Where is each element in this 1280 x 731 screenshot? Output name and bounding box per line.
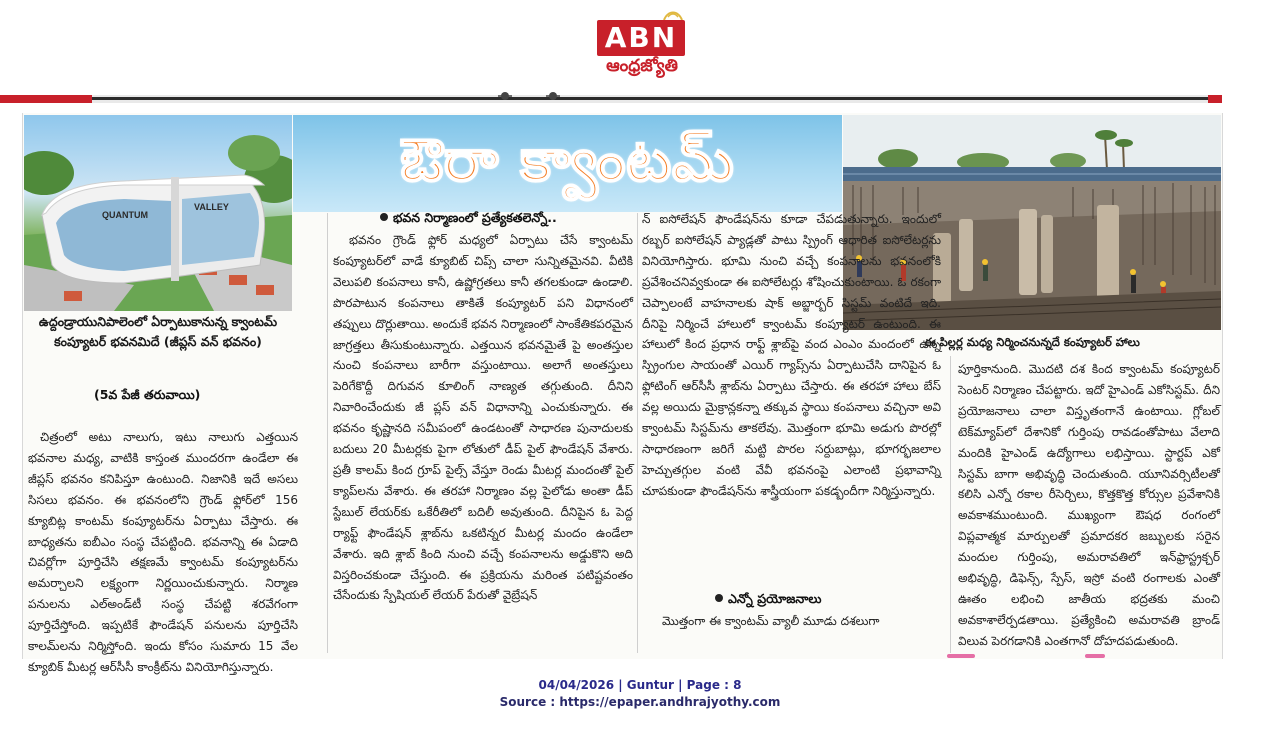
subheading-building bbox=[380, 208, 557, 228]
subheading-benefits bbox=[715, 589, 822, 609]
column-1-paragraph: చిత్రంలో అటు నాలుగు, ఇటు నాలుగు ఎత్తయిన భవనాల మధ్య, వాటికి కాస్తంత ముందరగా ఉండేలా ఈ జీప్లస్ భవనం కనిపిస్తూ ఉంటుంది. నిజానికి ఇదే అసలు సిసలు భవనం. ఈ భవనంలోని గ్రౌండ్ ఫ్లోర్‌లో 156 క్యూబిట్ల కాంటమ్ కంప్యూటర్‌ను ఏర్పాటు చేస్తారు. ఈ బాధ్యతను ఐబీఎం సంస్థ చేపట్టింది. భవనాన్ని ఈ ఏడాది చివర్లోగా పూర్తిచేసి తక్షణమే క్వాంటమ్ కంప్యూటర్‌ను అమర్చాలని లక్ష్యంగా నిర్ణయించుకున్నారు. నిర్మాణ పనులను ఎల్‌అండ్‌టీ సంస్థ చేపట్టి శరవేగంగా పూర్తిచేస్తోంది. ఇప్పటికే ఫౌండేషన్ పనులను పూర్తిచేసి కాలమ్‌లను నిర్మిస్తోంది. ఇందు కోసం సుమారు 15 వేల క్యూబిక్ మీటర్ల ఆర్‌సీసీ కాంక్రీట్‌ను వినియోగిస్తున్నారు. bbox=[28, 430, 298, 674]
column-3-continued-paragraph: మొత్తంగా ఈ క్వాంటమ్ వ్యాలీ మూడు దశలుగా bbox=[662, 614, 880, 628]
column-2-text bbox=[333, 230, 633, 606]
render-caption: ఉద్దండ్రాయునిపాలెంలో ఏర్పాటుకానున్న క్వాంటమ్ కంప్యూటర్ భవనమిదే (జీప్లస్ వన్ భవనం) bbox=[38, 314, 278, 349]
bullet-icon bbox=[380, 213, 388, 221]
column-1-text bbox=[28, 427, 298, 678]
quantum-building-render bbox=[24, 115, 292, 311]
subheading-benefits-text: ఎన్నో ప్రయోజనాలు bbox=[728, 591, 822, 606]
column-3-paragraph: న్ ఐసోలేషన్ ఫౌండేషన్‌ను కూడా చేపడుతున్నారు. ఇందులో రబ్బర్ ఐసోలేషన్ ప్యాడ్లతో పాటు స్ప్రింగ్ ఆధారిత ఐసోలేటర్లను వినియోగిస్తారు. భూమి నుంచి వచ్చే కంపనాలను భవనంలోకి ప్రవేశించనివ్వకుండా ఈ ఐసోలేటర్లు శోషించుకుంటాయి. ఓ రకంగా చెప్పాలంటే వాహనాలకు షాక్ అబ్జార్బర్ సిస్టమ్ వంటిదే ఇది. దీనిపై నిర్మించే హాలులో క్వాంటమ్ కంప్యూటర్ ఉంటుంది. ఈ హాలులో కింద ప్రధాన రాఫ్ట్ శ్లాబ్‌పై వంద ఎంఎం మందంలో ఉన్న స్ప్రింగుల సాయంతో ఎయిర్ గ్యాప్స్‌ను ఏర్పాటుచేసి దానిపైన ఓ ఫ్లోటింగ్ ఆర్‌సీసీ శ్లాబ్‌ను ఏర్పాటు చేస్తారు. ఈ తరహా హాలు బేస్ వల్ల అయిదు మైక్రాన్లకన్నా తక్కువ స్థాయి కంపనాలు వచ్చినా అవి క్వాంటమ్ సిస్టమ్‌ను తాకలేవు. మొత్తంగా భూమి అడుగు పొరల్లో సాధారణంగా జరిగే మట్టి పొరల సర్దుబాట్లు, భూగర్భజలాల హెచ్చుతగ్గుల వంటి వేవీ భవనంపై ఎలాంటి ప్రభావాన్ని చూపకుండా ఫౌండేషన్‌ను శాస్త్రీయంగా పకడ్బందీగా నిర్మిస్తున్నారు. bbox=[642, 212, 941, 498]
bullet-icon bbox=[715, 594, 723, 602]
column-2-paragraph: భవనం గ్రౌండ్ ఫ్లోర్ మధ్యలో ఏర్పాటు చేసే క్వాంటమ్ కంప్యూటర్‌లో వాడే క్యూబిట్ చిప్స్ చాలా సున్నితమైనవి. వీటికి వెలుపలి కంపనాలు కానీ, ఉష్ణోగ్రతలు కానీ తగలకుండా ఉండాలి. పొరపాటున కంపనాలు తాకితే కంప్యూటర్ పని విధానంలో తప్పులు దొర్లుతాయి. అందుకే భవన నిర్మాణంలో సాంకేతికపరమైన జాగ్రత్తలు తీసుకుంటున్నారు. ఎత్తయిన భవనమైతే పై అంతస్తుల నుంచి కంపనాలు బారీగా వస్తుంటాయి. అలాగే అంతస్తులు పెరిగేకొద్దీ దిగువన కూలింగ్ నాణ్యత తగ్గుతుంది. దీనిని నివారించేందుకు జీ ప్లస్ వన్ విధానాన్ని ఎంచుకున్నారు. ఈ భవనం కృష్ణానది సమీపంలో ఉండటంతో సాధారణ పునాదులకు బదులు 20 మీటర్లకు పైగా లోతులో డీప్ పైల్ ఫౌండేషన్ వేశారు. ప్రతీ కాలమ్ కింద గ్రూప్ పైల్స్ వేస్తూ రెండు మీటర్ల మందంతో పైల్ క్యాప్‌లను వేశారు. ఈ తరహా నిర్మాణం వల్ల పైలోడు అంతా డీప్ స్టేబుల్ లేయర్‌కు ఒకేరీతిలో బదిలీ అవుతుంది. దీనిపైన ఓ పెద్ద ర్యాఫ్ట్ ఫౌండేషన్ శ్లాబ్‌ను ఒకటిన్నర మీటర్ల మందం ఉండేలా వేశారు. ఇది శ్లాబ్ కింది నుంచి వచ్చే కంపనాలను అడ్డుకొని అది విస్తరించకుండా చేస్తుంది. ఈ ప్రక్రియను మరింత పటిష్టవంతం చేసేందుకు స్పేషియల్ లేయర్ పేరుతో వైబ్రేషన్ bbox=[333, 233, 633, 603]
masthead-rule-black bbox=[92, 97, 1208, 100]
sign-valley: VALLEY bbox=[194, 202, 229, 212]
column-4-text bbox=[958, 359, 1220, 652]
column-3-text bbox=[642, 209, 941, 502]
column-4-paragraph: పూర్తికానుంది. మొదటి దశ కింద క్వాంటమ్ కంప్యూటర్ సెంటర్ నిర్మాణం చేపట్టారు. ఇదో హైఎండ్ ఎకోసిస్టమ్. దీని ప్రయోజనాలు చాలా విస్తృతంగానే ఉంటాయి. గ్లోబల్ టెక్‌మ్యాప్‌లో దేశానికో గుర్తింపు రావడంతోపాటు వేలాది మందికి హైఎండ్ ఉద్యోగాలు లభిస్తాయి. స్టార్టప్ ఎకో సిస్టమ్ బాగా అభివృద్ధి చెందుతుంది. యూనివర్సిటీలతో కలిసి ఎన్నో రకాల రీసెర్చిలు, కొత్తకొత్త కోర్సుల ప్రవేశానికి అవకాశముంటుంది. ముఖ్యంగా ఔషధ రంగంలో విప్లవాత్మక మార్పులతో ప్రమాదకర జబ్బులకు సరైన మందుల గుర్తింపు, అమరావతిలో ఇన్‌ఫ్రాస్ట్రక్చర్ అభివృద్ధి, డిఫెన్స్, స్పేస్, ఇస్రో వంటి రంగాలకు ఎంతో ఊతం లభించి జాతీయ భద్రతకు మంచి అవకాశాలేర్పడతాయి. ప్రత్యేకించి అమరావతి బ్రాండ్ విలువ పెరగడానికి ఎంతగానో దోహదపడుతుంది. bbox=[958, 362, 1220, 648]
abn-logo bbox=[590, 8, 700, 78]
page-marker bbox=[947, 654, 975, 658]
page-marker bbox=[1085, 654, 1105, 658]
source-link[interactable]: Source : https://epaper.andhrajyothy.com bbox=[499, 695, 781, 709]
column-divider bbox=[327, 213, 328, 653]
continued-note: (5వ పేజీ తరువాయి) bbox=[94, 387, 201, 402]
logo-text: ABN bbox=[604, 21, 678, 54]
edition-line: 04/04/2026 | Guntur | Page : 8 bbox=[538, 678, 742, 692]
column-3-continued bbox=[642, 611, 941, 632]
subheading-building-text: భవన నిర్మాణంలో ప్రత్యేకతలెన్నో.. bbox=[393, 210, 557, 225]
headline: ఔరా క్వాంటమ్ bbox=[400, 126, 735, 194]
masthead-rule-red-left bbox=[0, 95, 92, 103]
ornament-icon bbox=[495, 91, 565, 103]
column-divider bbox=[950, 356, 951, 653]
logo-subtitle: ఆంధ్రజ్యోతి bbox=[606, 56, 678, 76]
column-divider bbox=[637, 213, 638, 653]
sign-quantum: QUANTUM bbox=[102, 210, 148, 220]
page-footer bbox=[0, 677, 1280, 711]
photo-caption: ఈ పిల్లర్ల మధ్య నిర్మించనున్నదే కంప్యూటర్ హాలు bbox=[843, 331, 1221, 353]
masthead-rule-red-right bbox=[1208, 95, 1222, 103]
